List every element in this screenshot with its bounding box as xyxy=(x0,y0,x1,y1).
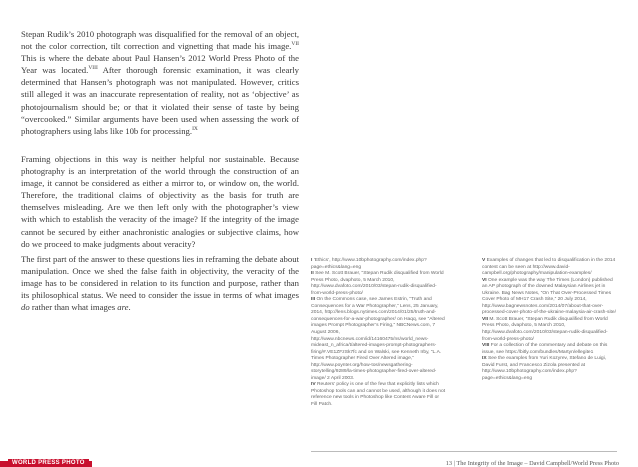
footnote-text: ‘Ethics’, http://www.10bphotography.com/index.php?page=ethics&lang=eng xyxy=(311,258,427,270)
page-footer: 13 | The Integrity of the Image – David Campbell/World Press Photo xyxy=(445,460,619,467)
p3-em-are: are xyxy=(117,302,129,313)
footnote-number: IV xyxy=(311,382,316,388)
footnote-text: M. Scott Brauer, “Stepan Rudik disqualified from World Press Photo, dvaphoto, 5 March 2010, http://www.dvafoto.com/2010/03/stepan-rudik-disqualified-from-world-press-photo/ xyxy=(482,316,608,342)
p3-em-do: do xyxy=(21,302,30,313)
p2-text: Framing objections in this way is neither helpful nor sustainable. Because photography is an interpretation of the world through the construction of an image, it cannot be considered as either a mirror to, or window on, the world. Therefore, the traditional claims of objectivity as the basis for truth are themselves misleading. Are we then left only with the photographer’s view with which to establish the veracity of the image? If the integrity of the image cannot be secured by either anachronistic analogies or subjective claims, how do we proceed to make judgments about veracity? xyxy=(21,154,299,249)
footnote-ref-ix[interactable]: IX xyxy=(192,125,198,132)
footnote-number: II xyxy=(311,271,314,277)
footnote-number: V xyxy=(482,258,486,263)
paragraph-1 xyxy=(21,28,299,137)
footnote xyxy=(482,258,617,278)
footnote xyxy=(311,258,446,271)
footnote-number: VI xyxy=(482,277,487,283)
footnote-text: For a collection of the commentary and debate on this issue, see https://bitly.com/bundles/Martyn/ellegite1 xyxy=(482,343,608,355)
footnote xyxy=(482,317,617,343)
footnote-number: I xyxy=(311,258,313,263)
footnote-ref-vii[interactable]: VII xyxy=(291,41,299,48)
footnote xyxy=(482,278,617,317)
footnote-text: See the examples from Yuri Kozyrev, Stefano de Luigi, David Furst, and Francesco Zizola presented at http://www.10bphotography.com/index.php?page=ethics&lang=eng xyxy=(482,356,607,381)
p3-text: The first part of the answer to these questions lies in reframing the debate about manipulation. Once we shed the false faith in objectivity, the veracity of the image has to be considered in relation to its function and purpose, rather than its philosophical status. We need to consider the issue in terms of what images xyxy=(21,254,299,301)
footnotes-right xyxy=(482,258,617,382)
footnote-text: See M. Scott Brauer, “Stepan Rudik disqualified from World Press Photo, dvaphoto, 5 March 2010, http://www.dvafoto.com/2010/03/stepan-rudik-disqualified-from-world-press-photo/ xyxy=(311,271,444,296)
footnote xyxy=(482,343,617,356)
footnote xyxy=(311,271,446,297)
footnote-number: III xyxy=(311,297,316,303)
paragraph-2 xyxy=(21,153,299,250)
document-title: The Integrity of the Image – David Campbell/World Press Photo xyxy=(456,460,619,467)
page-number: 13 xyxy=(445,460,453,467)
brand-logo: WORLD PRESS PHOTO xyxy=(8,459,89,467)
footnote-number: IX xyxy=(482,356,487,362)
footnote xyxy=(311,382,446,408)
footnote-number: VII xyxy=(482,316,488,322)
footnote xyxy=(311,297,446,382)
footnote-text: Reuters’ policy is one of the few that explicitly lists which Photoshop tools can and cannot be used, although it does not reference new tools in Photoshop like Content Aware Fill or Fill Patch. xyxy=(311,382,446,408)
paragraph-3 xyxy=(21,253,299,313)
footnote-text: One example was the way The Times (London) published an AP photograph of the downed Malaysian Airlines jet in Ukraine. Bag News Notes, “On That Over-Processed Times Cover Photo of MH17 Crash Site,” 20 July 2014, http://www.bagnewsnotes.com/2014/07/about-that-over-processed-cover-photo-of-the-ukraine-malaysia-air-crash-site/ xyxy=(482,277,616,316)
p3-text-3: . xyxy=(128,302,131,313)
footnote xyxy=(482,356,617,382)
footnote-number: VIII xyxy=(482,343,490,349)
footnote-ref-viii[interactable]: VIII xyxy=(88,65,98,72)
footer-divider xyxy=(311,451,617,452)
footnote-text: Examples of changes that led to disqualification in the 2014 contest can be seen at http://www.david-campbell.org/photography/manipulation-examples/ xyxy=(482,258,616,277)
p3-text-2: rather than what images xyxy=(29,302,118,313)
footnote-text: On the Commons case, see James Estrin, “Truth and Consequences for a War Photographer,” Lens, 25 January, 2014, http://lens.blogs.nytimes.com/2014/01/25/truth-and-consequences-for-a-war-photographer/ on Haqq, see “Altered images Prompt Photographer’s Firing,” NBCNews.com, 7 August 2006, http://www.nbcnews.com/id/14160475/ns/world_news-mideast_n_africa/t/altered-images-prompt-photographers-firing/#.VE1ZFzSk7fc and on Walski, see Kenneth Irby, “L.A. Times Photographer Fired Over Altered image,” http://www.poynter.org/how-tos/newsgathering-storytelling/9289/la-times-photographer-fired-over-altered-image/ 2 April 2003. xyxy=(311,297,445,381)
footnotes-left xyxy=(311,258,446,409)
p1-text-3: After thorough forensic examination, it was clearly determined that Hansen’s photograph was not manipulated. However, critics still alleged it was an inaccurate representation of reality, not as ‘objective’ as photojournalism should be; or that it violated their sense of taste by being “overcooked.” Similar arguments have been used when assessing the work of photographers using labs like 10b for processing. xyxy=(21,65,299,136)
p1-text-2: This is where the debate about Paul Hansen’s 2012 World Press Photo of the Year was located. xyxy=(21,53,299,76)
p1-text: Stepan Rudik’s 2010 photograph was disqualified for the removal of an object, not the color correction, tilt correction and vignetting that made his image. xyxy=(21,29,299,52)
